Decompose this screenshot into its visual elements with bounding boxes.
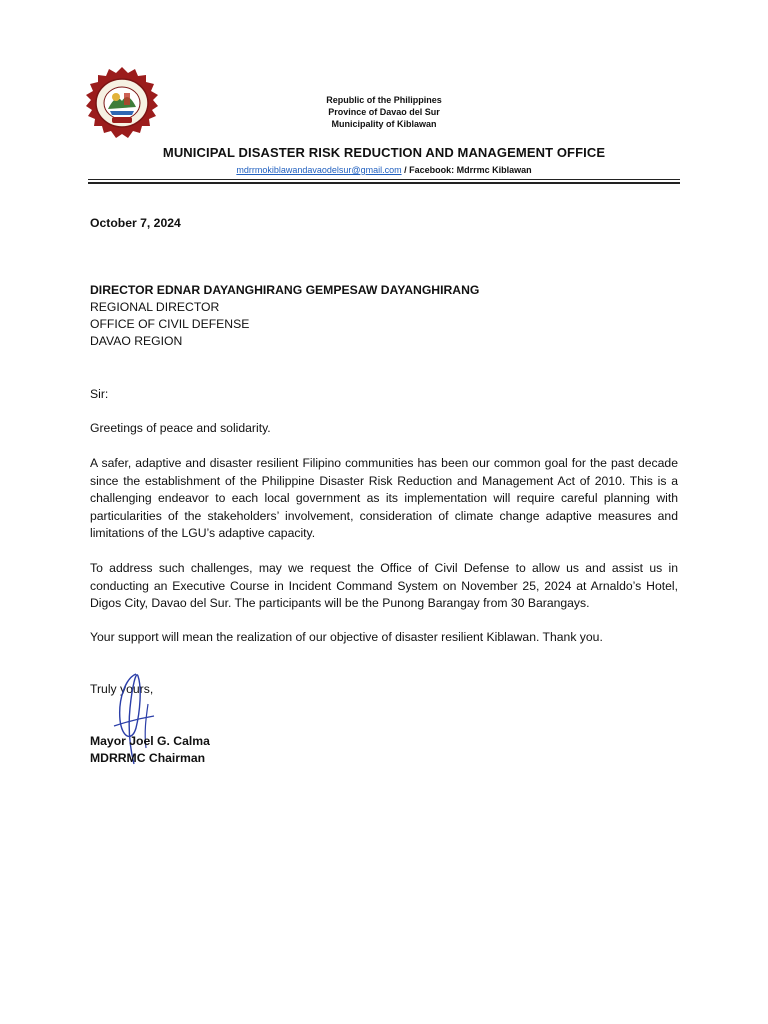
office-name: MUNICIPAL DISASTER RISK REDUCTION AND MANAGEMENT OFFICE (162, 145, 606, 160)
paragraph-1: A safer, adaptive and disaster resilient Filipino communities has been our common goal for the past decade since the establishment of the Philippine Disaster Risk Reduction and Management Act of 2010. This is a challenging endeavor to each local government as its implementation will require careful planning with particularities of the stakeholders’ involvement, consideration of climate change adaptive measures and limitations of the LGU’s adaptive capacity. (90, 456, 678, 540)
greeting: Greetings of peace and solidarity. (90, 421, 271, 435)
salutation: Sir: (90, 387, 109, 401)
letterhead-municipality: Municipality of Kiblawan (331, 119, 437, 129)
recipient-title: REGIONAL DIRECTOR (90, 300, 220, 314)
header-divider-thick (88, 182, 680, 184)
signatory-title: MDRRMC Chairman (90, 751, 206, 765)
signatory-name: Mayor Joel G. Calma (90, 734, 210, 748)
closing: Truly yours, (90, 682, 154, 696)
facebook-text: / Facebook: Mdrrmc Kiblawan (401, 165, 532, 175)
paragraph-3: Your support will mean the realization of our objective of disaster resilient Kiblawan. Thank you. (90, 630, 603, 644)
municipal-seal-logo (78, 67, 166, 139)
letterhead-province: Province of Davao del Sur (328, 107, 440, 117)
recipient-region: DAVAO REGION (90, 334, 183, 348)
recipient-name: DIRECTOR EDNAR DAYANGHIRANG GEMPESAW DAYANGHIRANG (90, 283, 480, 297)
contact-line (90, 165, 678, 175)
letterhead-republic: Republic of the Philippines (326, 95, 442, 105)
paragraph-2: To address such challenges, may we request the Office of Civil Defense to allow us and assist us in conducting an Executive Course in Incident Command System on November 25, 2024 at Arnaldo’s Hotel, Digos City, Davao del Sur. The participants will be the Punong Barangay from 30 Barangays. (90, 561, 678, 610)
recipient-office: OFFICE OF CIVIL DEFENSE (90, 317, 250, 331)
letter-date: October 7, 2024 (90, 216, 181, 230)
header-divider-thin (88, 179, 680, 180)
email-link[interactable]: mdrrmokiblawandavaodelsur@gmail.com (236, 165, 402, 175)
